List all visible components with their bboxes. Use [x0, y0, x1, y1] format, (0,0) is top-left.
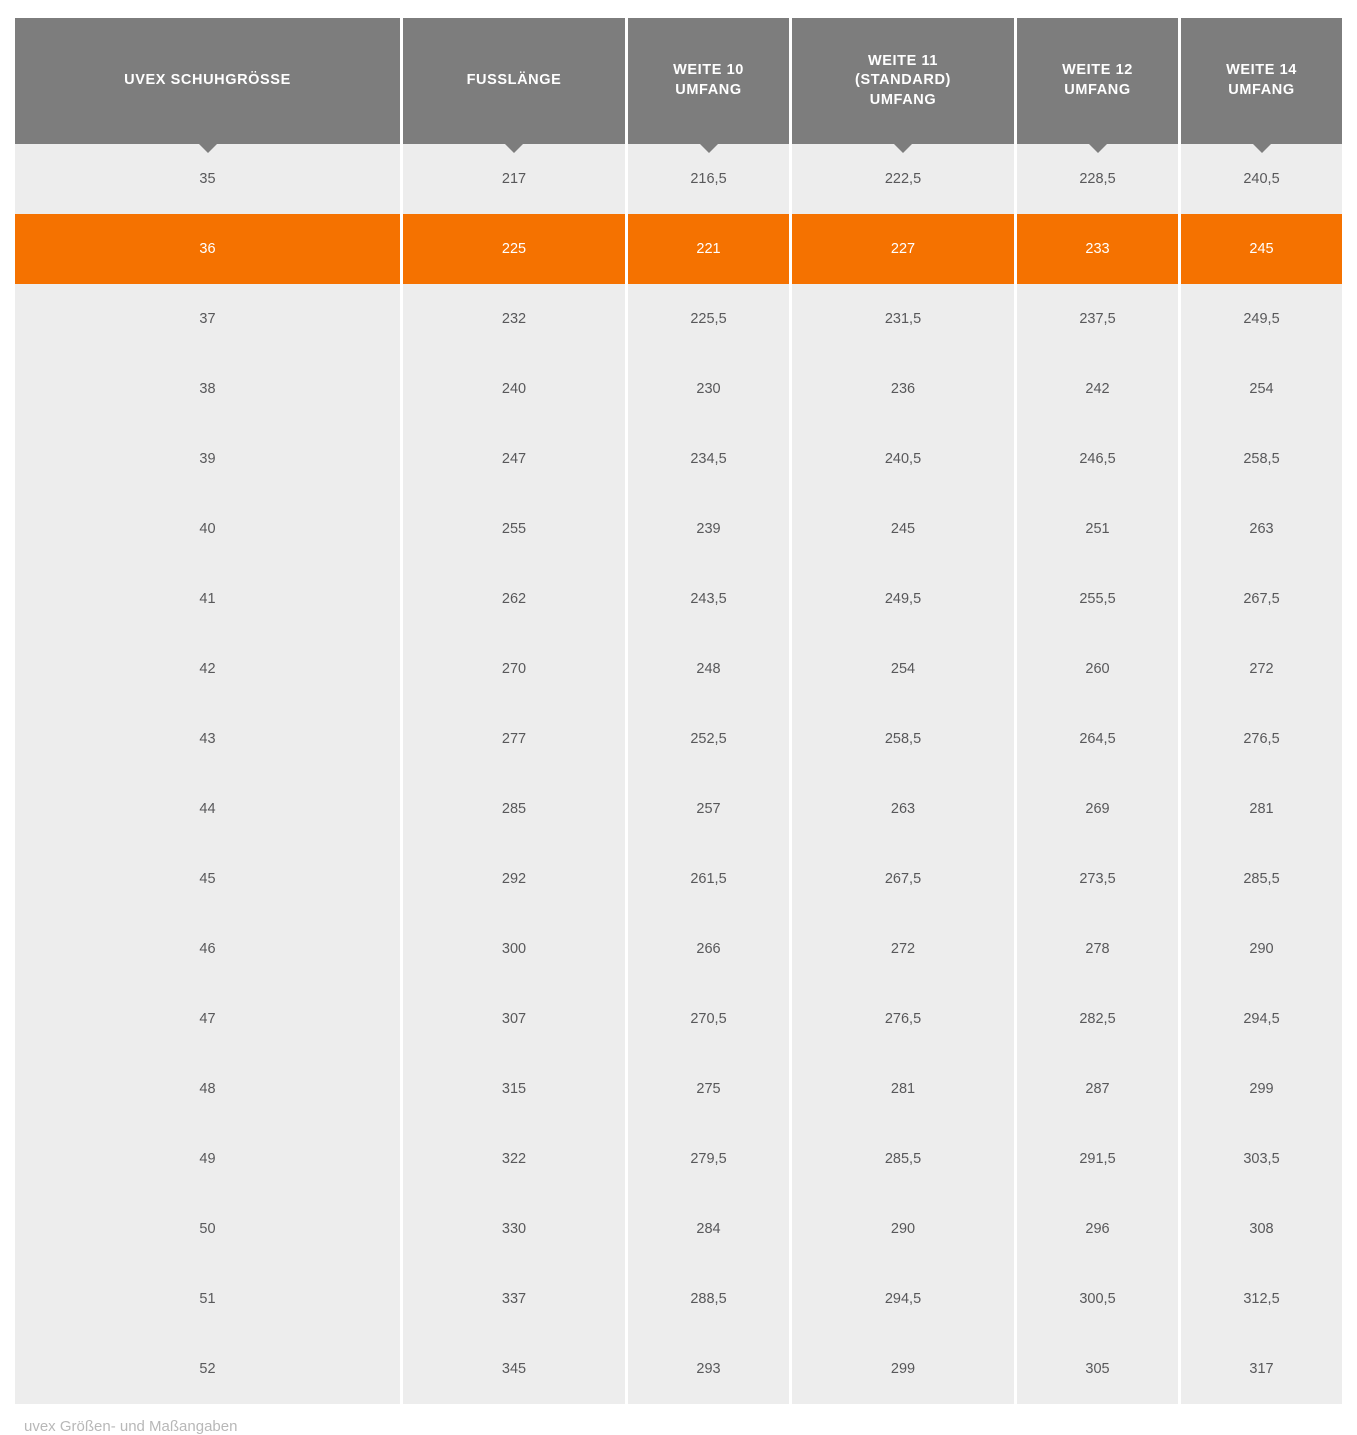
column-header-line: UMFANG	[675, 82, 742, 98]
column-header-line: WEITE 11	[867, 52, 939, 69]
table-body	[15, 144, 1342, 1404]
table-cell: 257	[628, 774, 789, 844]
table-cell: 345	[403, 1334, 625, 1404]
cell-shoe-size: 45	[15, 844, 400, 914]
table-cell: 281	[1181, 774, 1342, 844]
table-row	[15, 774, 1342, 844]
table-cell: 270,5	[628, 984, 789, 1054]
table-cell: 285,5	[1181, 844, 1342, 914]
table-cell: 296	[1017, 1194, 1178, 1264]
table-cell: 261,5	[628, 844, 789, 914]
cell-shoe-size: 46	[15, 914, 400, 984]
table-cell: 222,5	[792, 144, 1014, 214]
table-cell: 282,5	[1017, 984, 1178, 1054]
table-cell: 267,5	[1181, 564, 1342, 634]
table-cell: 281	[792, 1054, 1014, 1124]
cell-shoe-size: 40	[15, 494, 400, 564]
table-cell: 275	[628, 1054, 789, 1124]
table-cell: 263	[792, 774, 1014, 844]
cell-shoe-size: 37	[15, 284, 400, 354]
table-cell: 291,5	[1017, 1124, 1178, 1194]
table-cell: 299	[792, 1334, 1014, 1404]
table-cell: 236	[792, 354, 1014, 424]
table-cell: 260	[1017, 634, 1178, 704]
table-cell: 276,5	[1181, 704, 1342, 774]
column-header-line: WEITE 10	[673, 62, 744, 79]
table-cell: 240	[403, 354, 625, 424]
table-row	[15, 494, 1342, 564]
table-cell: 277	[403, 704, 625, 774]
cell-shoe-size: 36	[15, 214, 400, 284]
cell-shoe-size: 41	[15, 564, 400, 634]
table-cell: 305	[1017, 1334, 1178, 1404]
table-cell: 294,5	[792, 1264, 1014, 1334]
column-header-line: UMFANG	[1064, 82, 1131, 98]
table-cell: 278	[1017, 914, 1178, 984]
cell-shoe-size: 51	[15, 1264, 400, 1334]
table-cell: 262	[403, 564, 625, 634]
table-cell: 303,5	[1181, 1124, 1342, 1194]
table-cell: 264,5	[1017, 704, 1178, 774]
table-row	[15, 914, 1342, 984]
table-cell: 300,5	[1017, 1264, 1178, 1334]
table-cell: 284	[628, 1194, 789, 1264]
table-cell: 228,5	[1017, 144, 1178, 214]
table-cell: 300	[403, 914, 625, 984]
cell-shoe-size: 42	[15, 634, 400, 704]
column-header-shoe-size	[15, 18, 400, 144]
table-cell: 337	[403, 1264, 625, 1334]
table-row	[15, 634, 1342, 704]
table-row	[15, 1264, 1342, 1334]
cell-shoe-size: 52	[15, 1334, 400, 1404]
cell-shoe-size: 44	[15, 774, 400, 844]
table-header-row	[15, 18, 1342, 144]
table-cell: 240,5	[1181, 144, 1342, 214]
column-header-line: WEITE 12	[1062, 62, 1133, 79]
header-arrow-icon	[893, 143, 913, 153]
table-row	[15, 1124, 1342, 1194]
column-header-line: UMFANG	[869, 91, 937, 108]
cell-shoe-size: 50	[15, 1194, 400, 1264]
column-header-line: FUSSLÄNGE	[466, 72, 562, 89]
table-cell: 249,5	[1181, 284, 1342, 354]
table-row	[15, 144, 1342, 214]
column-header-width-10	[628, 18, 789, 144]
table-cell: 242	[1017, 354, 1178, 424]
column-header-foot-length	[403, 18, 625, 144]
table-cell: 272	[792, 914, 1014, 984]
table-cell: 269	[1017, 774, 1178, 844]
table-cell: 247	[403, 424, 625, 494]
table-cell: 315	[403, 1054, 625, 1124]
table-cell: 252,5	[628, 704, 789, 774]
column-header-line: (STANDARD)	[855, 72, 951, 89]
table-cell: 251	[1017, 494, 1178, 564]
table-cell: 255	[403, 494, 625, 564]
table-cell: 246,5	[1017, 424, 1178, 494]
header-arrow-icon	[1088, 143, 1108, 153]
column-header-line: UVEX SCHUHGRÖSSE	[124, 72, 291, 89]
table-row	[15, 424, 1342, 494]
table-cell: 266	[628, 914, 789, 984]
table-cell: 230	[628, 354, 789, 424]
column-header-width-11	[792, 18, 1014, 144]
table-cell: 243,5	[628, 564, 789, 634]
table-cell: 267,5	[792, 844, 1014, 914]
table-cell: 227	[792, 214, 1014, 284]
table-cell: 232	[403, 284, 625, 354]
table-cell: 245	[792, 494, 1014, 564]
table-cell: 294,5	[1181, 984, 1342, 1054]
table-cell: 248	[628, 634, 789, 704]
table-row	[15, 704, 1342, 774]
table-row	[15, 354, 1342, 424]
table-cell: 272	[1181, 634, 1342, 704]
table-cell: 307	[403, 984, 625, 1054]
table-cell: 290	[792, 1194, 1014, 1264]
table-cell: 237,5	[1017, 284, 1178, 354]
cell-shoe-size: 39	[15, 424, 400, 494]
table-cell: 330	[403, 1194, 625, 1264]
table-cell: 285	[403, 774, 625, 844]
table-row	[15, 1194, 1342, 1264]
table-cell: 288,5	[628, 1264, 789, 1334]
cell-shoe-size: 48	[15, 1054, 400, 1124]
table-cell: 221	[628, 214, 789, 284]
table-row	[15, 1054, 1342, 1124]
table-cell: 258,5	[792, 704, 1014, 774]
table-row	[15, 844, 1342, 914]
column-header-line: WEITE 14	[1226, 62, 1297, 79]
table-cell: 245	[1181, 214, 1342, 284]
table-cell: 290	[1181, 914, 1342, 984]
table-row	[15, 1334, 1342, 1404]
header-arrow-icon	[198, 143, 218, 153]
table-cell: 293	[628, 1334, 789, 1404]
cell-shoe-size: 35	[15, 144, 400, 214]
table-cell: 225,5	[628, 284, 789, 354]
column-header-width-14	[1181, 18, 1342, 144]
table-cell: 258,5	[1181, 424, 1342, 494]
table-cell: 239	[628, 494, 789, 564]
table-cell: 299	[1181, 1054, 1342, 1124]
shoe-size-table	[12, 18, 1345, 1404]
table-caption: uvex Größen- und Maßangaben	[24, 1418, 238, 1435]
table-cell: 287	[1017, 1054, 1178, 1124]
table-cell: 312,5	[1181, 1264, 1342, 1334]
table-cell: 233	[1017, 214, 1178, 284]
table-cell: 231,5	[792, 284, 1014, 354]
table-cell: 255,5	[1017, 564, 1178, 634]
table-cell: 240,5	[792, 424, 1014, 494]
column-header-line: UMFANG	[1228, 82, 1295, 98]
table-cell: 254	[792, 634, 1014, 704]
table-cell: 285,5	[792, 1124, 1014, 1194]
table-cell: 308	[1181, 1194, 1342, 1264]
table-cell: 279,5	[628, 1124, 789, 1194]
cell-shoe-size: 49	[15, 1124, 400, 1194]
table-cell: 317	[1181, 1334, 1342, 1404]
table-cell: 254	[1181, 354, 1342, 424]
table-cell: 234,5	[628, 424, 789, 494]
table-cell: 263	[1181, 494, 1342, 564]
header-arrow-icon	[504, 143, 524, 153]
cell-shoe-size: 38	[15, 354, 400, 424]
cell-shoe-size: 43	[15, 704, 400, 774]
table-header	[15, 18, 1342, 144]
table-row	[15, 284, 1342, 354]
table-cell: 249,5	[792, 564, 1014, 634]
table-cell: 322	[403, 1124, 625, 1194]
table-cell: 225	[403, 214, 625, 284]
cell-shoe-size: 47	[15, 984, 400, 1054]
column-header-width-12	[1017, 18, 1178, 144]
table-cell: 217	[403, 144, 625, 214]
table-cell: 216,5	[628, 144, 789, 214]
table-row	[15, 214, 1342, 284]
table-cell: 273,5	[1017, 844, 1178, 914]
table-cell: 292	[403, 844, 625, 914]
header-arrow-icon	[1252, 143, 1272, 153]
table-row	[15, 564, 1342, 634]
header-arrow-icon	[699, 143, 719, 153]
table-cell: 276,5	[792, 984, 1014, 1054]
table-cell: 270	[403, 634, 625, 704]
table-row	[15, 984, 1342, 1054]
